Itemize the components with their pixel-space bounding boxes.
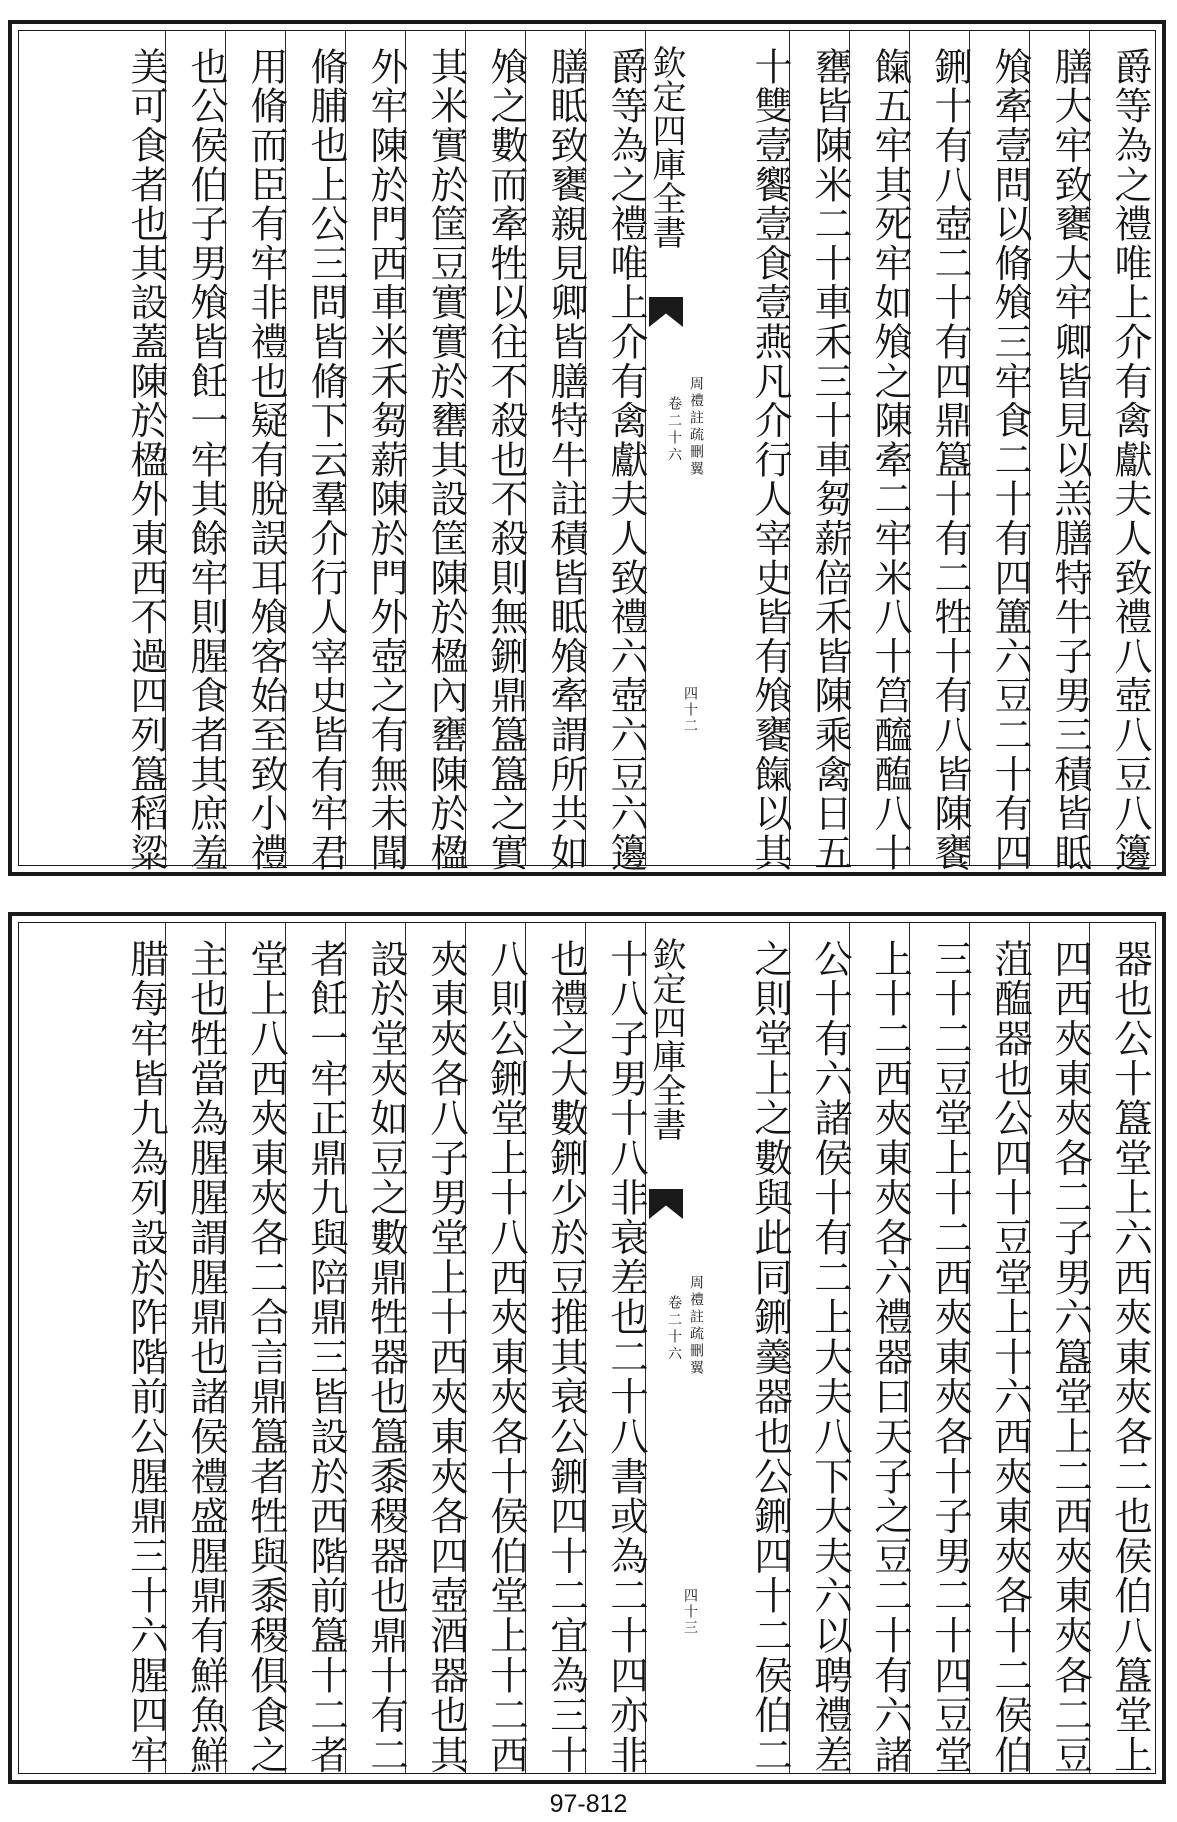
banxin-center-column [645,31,729,865]
text-column: 十八子男十八非衰差也二十八書或為二十四亦非 [604,939,649,1775]
text-column: 四西夾東夾各二子男六簋堂上二西夾東夾各二豆 [1048,939,1093,1775]
text-column: 脩脯也上公三問皆脩下云羣介行人宰史皆有牢君 [304,47,348,873]
text-column: 罋皆陳米二十車禾三十車芻薪倍禾皆陳乘禽日五 [808,47,852,873]
banxin-folio-number: 四十三 [682,1588,698,1636]
lower-folio-page [8,912,1166,1784]
banxin-center-column [645,923,729,1773]
text-column: 腊每牢皆九為列設於阼階前公腥鼎三十六腥四牢 [124,939,169,1775]
text-column: 者飪一牢正鼎九與陪鼎三皆設於西階前簋十二者 [304,939,349,1775]
text-column: 也禮之大數鉶少於豆推其衰公鉶四十二宜為三十 [544,939,589,1775]
text-column: 夾東夾各八子男堂上十西夾東夾各四壺酒器也其 [424,939,469,1775]
banxin-book-title: 周禮註疏刪翼 [688,376,704,478]
text-column: 菹醢器也公四十豆堂上十六西夾東夾各十二侯伯 [988,939,1033,1775]
banxin-juan: 卷二十六 [666,1295,682,1363]
text-column: 十雙壹饗壹食壹燕凡介行人宰史皆有飧饔餼以其 [748,47,792,873]
upper-folio-page [8,20,1166,876]
text-column: 之則堂上之數與此同鉶羹器也公鉶四十二侯伯二 [748,939,793,1775]
text-column: 也公侯伯子男飧皆飪一牢其餘牢則腥食者其庶羞 [184,47,228,873]
banxin-book-title: 周禮註疏刪翼 [688,1275,704,1377]
text-column: 鉶十有八壺二十有四鼎簋十有二牲十有八皆陳饔 [928,47,972,873]
text-column: 飧之數而牽牲以往不殺也不殺則無鉶鼎簋簋之實 [484,47,528,873]
text-column: 用脩而臣有牢非禮也疑有脫誤耳飧客始至致小禮 [244,47,288,873]
text-column: 堂上八西夾東夾各二合言鼎簋者牲與黍稷俱食之 [244,939,289,1775]
page-number: 97-812 [549,1790,628,1818]
lower-folio-inner-frame [18,922,1156,1774]
banxin-folio-number: 四十二 [682,686,698,734]
text-column: 餼五牢其死牢如飧之陳牽二牢米八十筥醯醢八十 [868,47,912,873]
text-column: 膳眡致饔親見卿皆膳特牛註積皆眡飧牽謂所共如 [544,47,588,873]
text-column: 其米實於筐豆實實於罋其設筐陳於楹內罋陳於楹 [424,47,468,873]
text-column: 八則公鉶堂上十八西夾東夾各十侯伯堂上十二西 [484,939,529,1775]
text-column: 主也牲當為腥腥謂腥鼎也諸侯禮盛腥鼎有鮮魚鮮 [184,939,229,1775]
banxin-juan: 卷二十六 [666,396,682,464]
text-column: 上十二西夾東夾各六禮器曰天子之豆二十有六諸 [868,939,913,1775]
text-column: 爵等為之禮唯上介有禽獻夫人致禮六壺六豆六籩 [604,47,648,873]
banxin-title: 欽定四庫全書 [646,45,686,249]
fishtail-mark [649,297,683,327]
text-column: 器也公十簋堂上六西夾東夾各二也侯伯八簋堂上 [1108,939,1153,1775]
text-column: 膳大牢致饔大牢卿皆見以羔膳特牛子男三積皆眡 [1048,47,1092,873]
text-column: 三十二豆堂上十二西夾東夾各十子男二十四豆堂 [928,939,973,1775]
text-column: 爵等為之禮唯上介有禽獻夫人致禮八壺八豆八籩 [1108,47,1152,873]
text-column: 設於堂夾如豆之數鼎牲器也簋黍稷器也鼎十有二 [364,939,409,1775]
fishtail-mark [649,1189,683,1219]
banxin-title: 欽定四庫全書 [646,937,686,1141]
text-column: 美可食者也其設蓋陳於楹外東西不過四列簋稻粱 [124,47,168,873]
upper-folio-inner-frame [18,30,1156,873]
text-column: 外牢陳於門西車米禾芻薪陳於門外壺之有無未聞 [364,47,408,873]
text-column: 公十有六諸侯十有二上大夫八下大夫六以聘禮差 [808,939,853,1775]
text-column: 飧牽壹問以脩飧三牢食二十有四簠六豆二十有四 [988,47,1032,873]
